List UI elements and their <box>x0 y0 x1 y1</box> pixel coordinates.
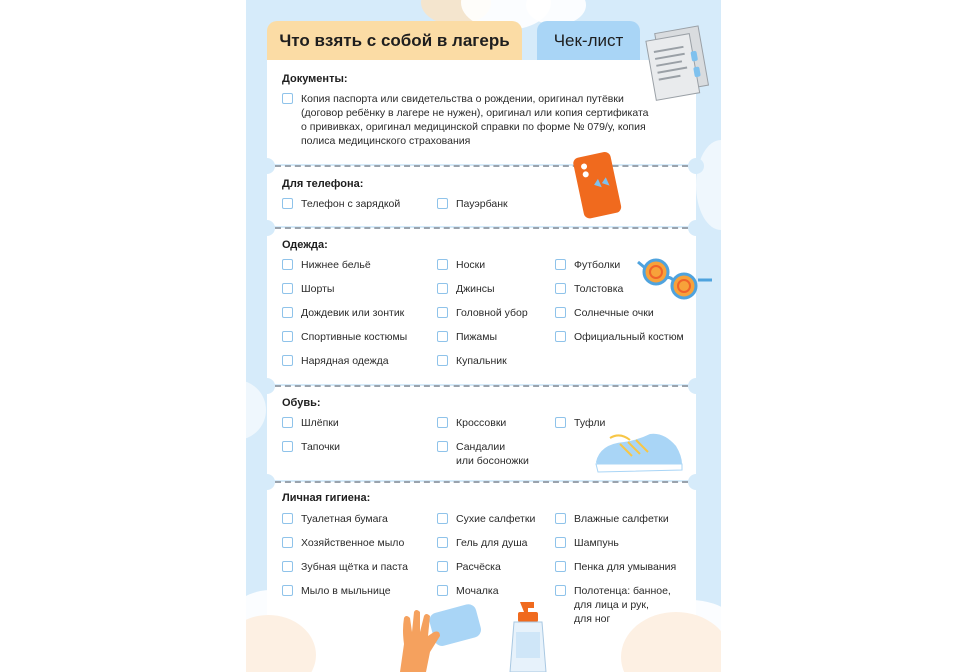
checklist-item[interactable] <box>282 536 404 550</box>
item-label: Мыло в мыльнице <box>301 585 391 597</box>
checkbox[interactable] <box>437 331 448 342</box>
item-label: Шампунь <box>574 537 619 549</box>
item-label: Туфли <box>574 417 606 429</box>
checklist-item[interactable] <box>282 92 649 148</box>
checkbox[interactable] <box>437 585 448 596</box>
checkbox[interactable] <box>555 537 566 548</box>
checkbox[interactable] <box>437 355 448 366</box>
item-label: Полотенца: банное, для лица и рук, для ног <box>574 585 671 625</box>
item-label: Зубная щётка и паста <box>301 561 408 573</box>
checklist-sheet <box>246 0 721 672</box>
tab-checklist-label: Чек-лист <box>553 30 624 50</box>
checklist-item[interactable] <box>437 306 528 320</box>
checkbox[interactable] <box>282 283 293 294</box>
sunglasses-icon <box>634 250 716 306</box>
checkbox[interactable] <box>282 561 293 572</box>
checklist-item[interactable] <box>437 536 528 550</box>
checklist-item[interactable] <box>437 584 499 598</box>
item-label: Официальный костюм <box>574 331 684 343</box>
checkbox[interactable] <box>282 93 293 104</box>
checklist-item[interactable] <box>437 560 501 574</box>
item-label: Шлёпки <box>301 417 339 429</box>
checklist-item[interactable] <box>282 258 371 272</box>
checklist-item[interactable] <box>555 258 620 272</box>
checkbox[interactable] <box>555 561 566 572</box>
checkbox[interactable] <box>282 537 293 548</box>
tab-main-title <box>267 21 522 60</box>
checkbox[interactable] <box>555 585 566 596</box>
checkbox[interactable] <box>437 283 448 294</box>
section-title: Для телефона: <box>282 178 364 190</box>
checkbox[interactable] <box>437 259 448 270</box>
item-label: Пауэрбанк <box>456 198 508 210</box>
item-label: Футболки <box>574 259 621 271</box>
item-label: Спортивные костюмы <box>301 331 408 343</box>
section-title: Одежда: <box>282 239 328 251</box>
checklist-item[interactable] <box>282 282 334 296</box>
item-label: Хозяйственное мыло <box>301 537 405 549</box>
checkbox[interactable] <box>437 417 448 428</box>
checkbox[interactable] <box>282 259 293 270</box>
checkbox[interactable] <box>282 331 293 342</box>
item-label: Туалетная бумага <box>301 513 388 525</box>
checkbox[interactable] <box>555 307 566 318</box>
checklist-item[interactable] <box>282 330 407 344</box>
checkbox[interactable] <box>437 561 448 572</box>
item-label: Нижнее бельё <box>301 259 371 271</box>
documents-icon <box>638 20 718 105</box>
checkbox[interactable] <box>555 283 566 294</box>
item-label: Влажные салфетки <box>574 513 669 525</box>
checklist-item[interactable] <box>555 330 684 344</box>
checkbox[interactable] <box>282 198 293 209</box>
cream-tube-icon <box>504 602 554 672</box>
item-label: Сухие салфетки <box>456 513 536 525</box>
checklist-item[interactable] <box>555 306 654 320</box>
checkbox[interactable] <box>555 259 566 270</box>
checklist-item[interactable] <box>282 560 408 574</box>
checklist-item[interactable] <box>555 282 623 296</box>
cloud-decoration <box>696 140 721 230</box>
checkbox[interactable] <box>437 307 448 318</box>
checkbox[interactable] <box>555 513 566 524</box>
section-clothes <box>267 228 696 384</box>
checkbox[interactable] <box>555 417 566 428</box>
phone-icon <box>568 148 628 220</box>
section-title: Личная гигиена: <box>282 492 371 504</box>
checklist-item[interactable] <box>555 416 605 430</box>
checklist-item[interactable] <box>282 584 391 598</box>
tab-checklist <box>537 21 640 60</box>
item-label: Джинсы <box>456 283 495 295</box>
item-label: Пенка для умывания <box>574 561 677 573</box>
item-label: Пижамы <box>456 331 498 343</box>
sneaker-icon <box>590 430 690 475</box>
checklist-item[interactable] <box>437 330 497 344</box>
item-label: Солнечные очки <box>574 307 654 319</box>
checklist-item[interactable] <box>437 258 485 272</box>
checkbox[interactable] <box>282 355 293 366</box>
checklist-item[interactable] <box>437 416 506 430</box>
section-documents <box>267 60 696 164</box>
item-label: Дождевик или зонтик <box>301 307 405 319</box>
checkbox[interactable] <box>437 537 448 548</box>
checkbox[interactable] <box>282 417 293 428</box>
checklist-item[interactable] <box>437 354 507 368</box>
item-label: Тапочки <box>301 441 341 453</box>
item-label: Сандалии или босоножки <box>456 441 529 467</box>
checklist-item[interactable] <box>282 197 400 211</box>
item-label: Купальник <box>456 355 507 367</box>
checkbox[interactable] <box>437 198 448 209</box>
item-label: Шорты <box>301 283 335 295</box>
checklist-item[interactable] <box>437 512 535 526</box>
checkbox[interactable] <box>282 585 293 596</box>
item-label: Мочалка <box>456 585 499 597</box>
checklist-item[interactable] <box>282 512 388 526</box>
checklist-item[interactable] <box>437 440 529 468</box>
section-title: Обувь: <box>282 397 321 409</box>
item-label: Нарядная одежда <box>301 355 389 367</box>
checklist-item[interactable] <box>282 306 404 320</box>
checkbox[interactable] <box>437 513 448 524</box>
item-label: Телефон с зарядкой <box>301 198 401 210</box>
section-phone <box>267 166 696 226</box>
checkbox[interactable] <box>282 513 293 524</box>
checkbox[interactable] <box>282 441 293 452</box>
checkbox[interactable] <box>555 331 566 342</box>
item-label: Гель для душа <box>456 537 528 549</box>
checklist-item[interactable] <box>437 197 508 211</box>
hand-soap-icon <box>394 600 489 672</box>
section-title: Документы: <box>282 73 348 85</box>
checkbox[interactable] <box>437 441 448 452</box>
item-label: Носки <box>456 259 486 271</box>
item-label: Кроссовки <box>456 417 507 429</box>
checklist-item[interactable] <box>437 282 495 296</box>
tab-main-label: Что взять с собой в лагерь <box>279 30 510 50</box>
checklist-item[interactable] <box>282 354 389 368</box>
checklist-item[interactable] <box>282 440 340 454</box>
item-label: Толстовка <box>574 283 624 295</box>
checklist-item[interactable] <box>555 512 669 526</box>
checklist-item[interactable] <box>555 560 676 574</box>
item-label: Копия паспорта или свидетельства о рождении, оригинал путёвки (договор ребёнку в лагере не нужен), оригинал или копия сертификата о прививках, оригинал медицинской справки по форме № 079/у, копия полиса медицинского страхования <box>301 93 649 147</box>
checklist-item[interactable] <box>555 536 619 550</box>
checkbox[interactable] <box>282 307 293 318</box>
checklist-item[interactable] <box>282 416 339 430</box>
item-label: Расчёска <box>456 561 501 573</box>
item-label: Головной убор <box>456 307 528 319</box>
